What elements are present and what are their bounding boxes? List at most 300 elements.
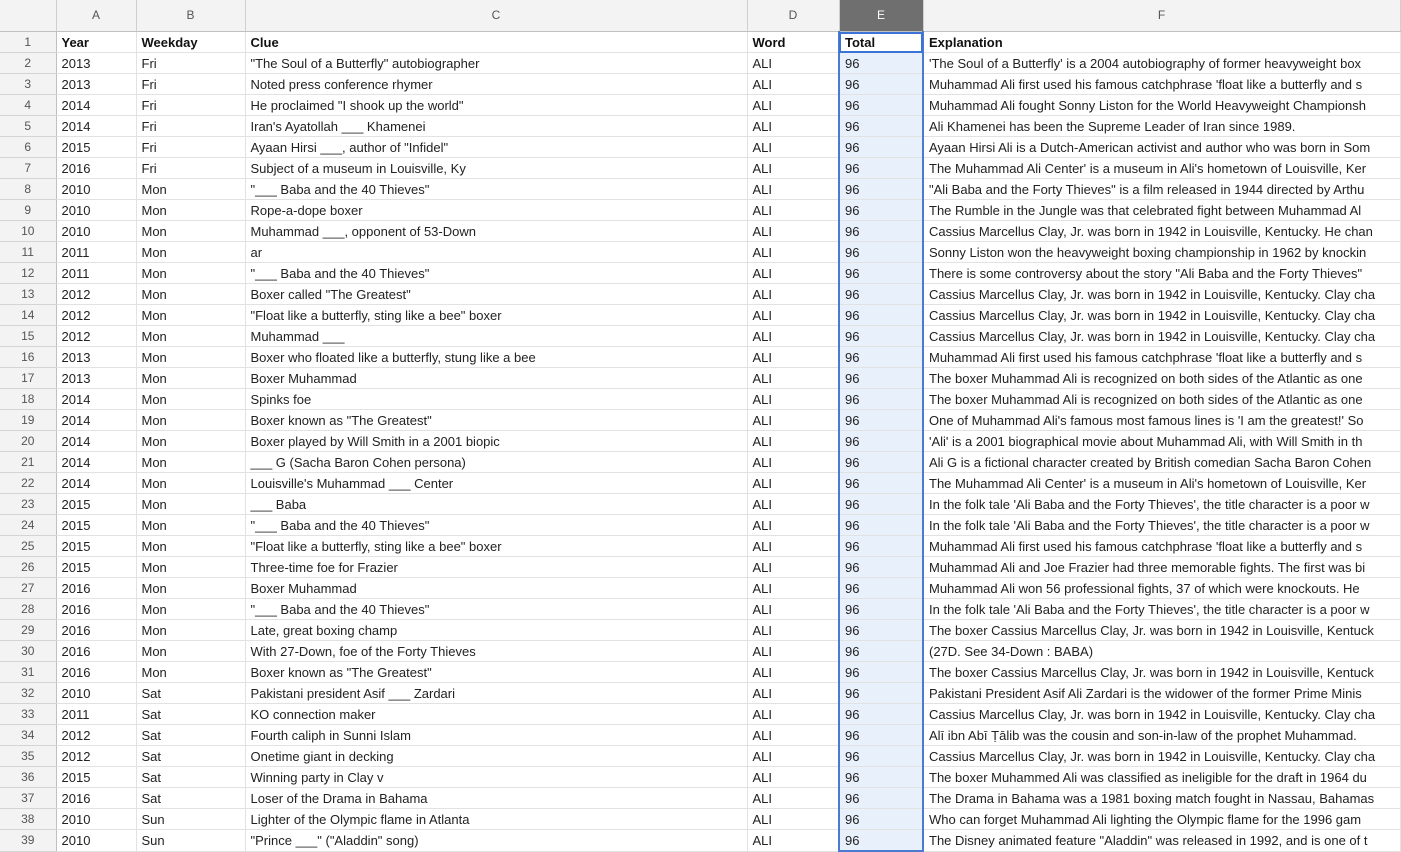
cell-explanation[interactable]: Cassius Marcellus Clay, Jr. was born in 1942 in Louisville, Kentucky. Clay cha — [923, 326, 1400, 347]
cell-clue[interactable]: "___ Baba and the 40 Thieves" — [245, 263, 747, 284]
row-header[interactable]: 10 — [0, 221, 56, 242]
cell-clue[interactable]: "___ Baba and the 40 Thieves" — [245, 599, 747, 620]
table-row — [0, 788, 1400, 809]
cell-word[interactable]: ALI — [747, 620, 839, 641]
cell-total[interactable]: 96 — [839, 368, 923, 389]
cell-total[interactable]: 96 — [839, 767, 923, 788]
row-header[interactable]: 3 — [0, 74, 56, 95]
cell-total[interactable]: 96 — [839, 662, 923, 683]
cell-word[interactable]: ALI — [747, 305, 839, 326]
cell-clue[interactable]: With 27-Down, foe of the Forty Thieves — [245, 641, 747, 662]
cell-weekday[interactable]: Mon — [136, 305, 245, 326]
cell-total[interactable]: 96 — [839, 74, 923, 95]
cell-clue[interactable]: Subject of a museum in Louisville, Ky — [245, 158, 747, 179]
cell-explanation[interactable]: Muhammad Ali won 56 professional fights, 37 of which were knockouts. He — [923, 578, 1400, 599]
cell-weekday[interactable]: Mon — [136, 473, 245, 494]
cell-clue[interactable]: Fourth caliph in Sunni Islam — [245, 725, 747, 746]
cell-word[interactable]: ALI — [747, 473, 839, 494]
row-header[interactable]: 33 — [0, 704, 56, 725]
cell-word[interactable]: ALI — [747, 767, 839, 788]
cell-clue[interactable]: Noted press conference rhymer — [245, 74, 747, 95]
cell-year[interactable]: 2012 — [56, 305, 136, 326]
row-header[interactable]: 2 — [0, 53, 56, 74]
row-header[interactable]: 1 — [0, 32, 56, 53]
table-row — [0, 116, 1400, 137]
cell-total[interactable]: 96 — [839, 389, 923, 410]
cell-weekday[interactable]: Sun — [136, 830, 245, 852]
cell-total[interactable]: 96 — [839, 704, 923, 725]
row-header[interactable]: 36 — [0, 767, 56, 788]
cell-total[interactable]: 96 — [839, 515, 923, 536]
table-row — [0, 683, 1400, 704]
cell-total[interactable]: 96 — [839, 431, 923, 452]
cell-weekday[interactable]: Mon — [136, 557, 245, 578]
cell-year[interactable]: 2014 — [56, 431, 136, 452]
cell-weekday[interactable]: Mon — [136, 410, 245, 431]
row-header[interactable]: 29 — [0, 620, 56, 641]
cell-clue[interactable]: Boxer who floated like a butterfly, stung like a bee — [245, 347, 747, 368]
cell-year[interactable]: 2010 — [56, 179, 136, 200]
cell-explanation[interactable]: The Muhammad Ali Center' is a museum in Ali's hometown of Louisville, Ker — [923, 473, 1400, 494]
cell-total[interactable]: 96 — [839, 641, 923, 662]
cell-total[interactable]: 96 — [839, 95, 923, 116]
cell-explanation[interactable]: Cassius Marcellus Clay, Jr. was born in 1942 in Louisville, Kentucky. Clay cha — [923, 746, 1400, 767]
cell-explanation[interactable]: There is some controversy about the story "Ali Baba and the Forty Thieves" — [923, 263, 1400, 284]
cell-explanation[interactable]: Cassius Marcellus Clay, Jr. was born in 1942 in Louisville, Kentucky. Clay cha — [923, 704, 1400, 725]
cell-word[interactable]: ALI — [747, 137, 839, 158]
cell-weekday[interactable]: Fri — [136, 95, 245, 116]
select-all-corner[interactable] — [0, 0, 56, 32]
table-row — [0, 704, 1400, 725]
cell-year[interactable]: 2010 — [56, 221, 136, 242]
cell-word[interactable]: ALI — [747, 536, 839, 557]
cell-year[interactable]: 2015 — [56, 137, 136, 158]
cell-header-explanation[interactable]: Explanation — [923, 32, 1400, 53]
cell-total[interactable]: 96 — [839, 746, 923, 767]
cell-word[interactable]: ALI — [747, 389, 839, 410]
cell-year[interactable]: 2015 — [56, 494, 136, 515]
cell-total[interactable]: 96 — [839, 326, 923, 347]
row-header[interactable]: 6 — [0, 137, 56, 158]
row-header[interactable]: 38 — [0, 809, 56, 830]
cell-explanation[interactable]: The Disney animated feature "Aladdin" was released in 1992, and is one of t — [923, 830, 1400, 852]
cell-word[interactable]: ALI — [747, 830, 839, 852]
cell-year[interactable]: 2010 — [56, 830, 136, 852]
row-header[interactable]: 23 — [0, 494, 56, 515]
cell-clue[interactable]: Boxer Muhammad — [245, 368, 747, 389]
cell-explanation[interactable]: The boxer Cassius Marcellus Clay, Jr. was born in 1942 in Louisville, Kentuck — [923, 620, 1400, 641]
table-row — [0, 368, 1400, 389]
cell-clue[interactable]: ar — [245, 242, 747, 263]
cell-total[interactable]: 96 — [839, 452, 923, 473]
cell-word[interactable]: ALI — [747, 284, 839, 305]
cell-clue[interactable]: Boxer Muhammad — [245, 578, 747, 599]
row-header[interactable]: 22 — [0, 473, 56, 494]
cell-weekday[interactable]: Mon — [136, 494, 245, 515]
cell-clue[interactable]: "___ Baba and the 40 Thieves" — [245, 179, 747, 200]
cell-weekday[interactable]: Mon — [136, 641, 245, 662]
cell-header-word[interactable]: Word — [747, 32, 839, 53]
cell-clue[interactable]: Muhammad ___, opponent of 53-Down — [245, 221, 747, 242]
cell-year[interactable]: 2012 — [56, 746, 136, 767]
cell-weekday[interactable]: Sat — [136, 767, 245, 788]
cell-weekday[interactable]: Fri — [136, 116, 245, 137]
cell-weekday[interactable]: Mon — [136, 536, 245, 557]
cell-year[interactable]: 2016 — [56, 578, 136, 599]
cell-explanation[interactable]: The boxer Muhammed Ali was classified as ineligible for the draft in 1964 du — [923, 767, 1400, 788]
column-header-row — [0, 0, 1400, 32]
column-header-b[interactable]: B — [136, 0, 245, 32]
cell-weekday[interactable]: Sat — [136, 788, 245, 809]
cell-word[interactable]: ALI — [747, 452, 839, 473]
cell-clue[interactable]: Boxer known as "The Greatest" — [245, 410, 747, 431]
cell-word[interactable]: ALI — [747, 158, 839, 179]
cell-explanation[interactable]: The boxer Cassius Marcellus Clay, Jr. was born in 1942 in Louisville, Kentuck — [923, 662, 1400, 683]
cell-clue[interactable]: Boxer called "The Greatest" — [245, 284, 747, 305]
cell-year[interactable]: 2011 — [56, 242, 136, 263]
cell-total[interactable]: 96 — [839, 683, 923, 704]
cell-explanation[interactable]: "Ali Baba and the Forty Thieves" is a film released in 1944 directed by Arthu — [923, 179, 1400, 200]
cell-total[interactable]: 96 — [839, 557, 923, 578]
cell-total[interactable]: 96 — [839, 578, 923, 599]
column-header-e[interactable]: E — [839, 0, 923, 32]
cell-year[interactable]: 2016 — [56, 620, 136, 641]
cell-clue[interactable]: Muhammad ___ — [245, 326, 747, 347]
cell-total[interactable]: 96 — [839, 284, 923, 305]
cell-total[interactable]: 96 — [839, 809, 923, 830]
cell-word[interactable]: ALI — [747, 494, 839, 515]
cell-word[interactable]: ALI — [747, 683, 839, 704]
row-header[interactable]: 26 — [0, 557, 56, 578]
cell-weekday[interactable]: Mon — [136, 389, 245, 410]
cell-year[interactable]: 2015 — [56, 536, 136, 557]
row-header[interactable]: 39 — [0, 830, 56, 852]
cell-explanation[interactable]: In the folk tale 'Ali Baba and the Forty Thieves', the title character is a poor w — [923, 494, 1400, 515]
row-header[interactable]: 5 — [0, 116, 56, 137]
cell-weekday[interactable]: Mon — [136, 221, 245, 242]
row-header[interactable]: 28 — [0, 599, 56, 620]
cell-total[interactable]: 96 — [839, 221, 923, 242]
cell-year[interactable]: 2016 — [56, 788, 136, 809]
row-header[interactable]: 24 — [0, 515, 56, 536]
cell-weekday[interactable]: Mon — [136, 431, 245, 452]
cell-explanation[interactable]: (27D. See 34-Down : BABA) — [923, 641, 1400, 662]
column-header-a[interactable]: A — [56, 0, 136, 32]
cell-total[interactable]: 96 — [839, 347, 923, 368]
cell-clue[interactable]: Boxer known as "The Greatest" — [245, 662, 747, 683]
cell-year[interactable]: 2016 — [56, 599, 136, 620]
table-row — [0, 221, 1400, 242]
cell-weekday[interactable]: Sat — [136, 704, 245, 725]
cell-clue[interactable]: Spinks foe — [245, 389, 747, 410]
cell-year[interactable]: 2012 — [56, 326, 136, 347]
cell-explanation[interactable]: Who can forget Muhammad Ali lighting the Olympic flame for the 1996 gam — [923, 809, 1400, 830]
cell-year[interactable]: 2010 — [56, 809, 136, 830]
cell-year[interactable]: 2015 — [56, 557, 136, 578]
cell-total[interactable]: 96 — [839, 788, 923, 809]
cell-word[interactable]: ALI — [747, 704, 839, 725]
row-header[interactable]: 27 — [0, 578, 56, 599]
cell-weekday[interactable]: Fri — [136, 158, 245, 179]
column-header-d[interactable]: D — [747, 0, 839, 32]
cell-weekday[interactable]: Mon — [136, 368, 245, 389]
row-header[interactable]: 32 — [0, 683, 56, 704]
cell-explanation[interactable]: The Drama in Bahama was a 1981 boxing match fought in Nassau, Bahamas — [923, 788, 1400, 809]
cell-clue[interactable]: Boxer played by Will Smith in a 2001 biopic — [245, 431, 747, 452]
cell-explanation[interactable]: Cassius Marcellus Clay, Jr. was born in 1942 in Louisville, Kentucky. Clay cha — [923, 305, 1400, 326]
cell-total[interactable]: 96 — [839, 494, 923, 515]
cell-explanation[interactable]: In the folk tale 'Ali Baba and the Forty Thieves', the title character is a poor w — [923, 515, 1400, 536]
cell-clue[interactable]: Ayaan Hirsi ___, author of "Infidel" — [245, 137, 747, 158]
table-row — [0, 53, 1400, 74]
cell-weekday[interactable]: Mon — [136, 326, 245, 347]
cell-year[interactable]: 2013 — [56, 53, 136, 74]
cell-explanation[interactable]: 'Ali' is a 2001 biographical movie about Muhammad Ali, with Will Smith in th — [923, 431, 1400, 452]
row-header[interactable]: 25 — [0, 536, 56, 557]
cell-total[interactable]: 96 — [839, 242, 923, 263]
cell-explanation[interactable]: Ali Khamenei has been the Supreme Leader of Iran since 1989. — [923, 116, 1400, 137]
row-header[interactable]: 30 — [0, 641, 56, 662]
table-row — [0, 95, 1400, 116]
cell-year[interactable]: 2011 — [56, 263, 136, 284]
cell-explanation[interactable]: Cassius Marcellus Clay, Jr. was born in 1942 in Louisville, Kentucky. He chan — [923, 221, 1400, 242]
cell-total[interactable]: 96 — [839, 725, 923, 746]
cell-clue[interactable]: Lighter of the Olympic flame in Atlanta — [245, 809, 747, 830]
cell-year[interactable]: 2010 — [56, 200, 136, 221]
table-row — [0, 830, 1400, 852]
row-header[interactable]: 18 — [0, 389, 56, 410]
cell-clue[interactable]: Onetime giant in decking — [245, 746, 747, 767]
row-header[interactable]: 12 — [0, 263, 56, 284]
table-row — [0, 179, 1400, 200]
cell-word[interactable]: ALI — [747, 725, 839, 746]
cell-weekday[interactable]: Fri — [136, 53, 245, 74]
cell-clue[interactable]: Iran's Ayatollah ___ Khamenei — [245, 116, 747, 137]
cell-explanation[interactable]: In the folk tale 'Ali Baba and the Forty Thieves', the title character is a poor w — [923, 599, 1400, 620]
cell-word[interactable]: ALI — [747, 746, 839, 767]
cell-explanation[interactable]: The Rumble in the Jungle was that celebrated fight between Muhammad Al — [923, 200, 1400, 221]
cell-word[interactable]: ALI — [747, 809, 839, 830]
cell-weekday[interactable]: Mon — [136, 515, 245, 536]
row-header[interactable]: 11 — [0, 242, 56, 263]
cell-year[interactable]: 2013 — [56, 74, 136, 95]
cell-explanation[interactable]: Alī ibn Abī Ṭālib was the cousin and son-in-law of the prophet Muhammad. — [923, 725, 1400, 746]
cell-year[interactable]: 2015 — [56, 767, 136, 788]
cell-explanation[interactable]: Ayaan Hirsi Ali is a Dutch-American activist and author who was born in Som — [923, 137, 1400, 158]
cell-word[interactable]: ALI — [747, 578, 839, 599]
row-header[interactable]: 35 — [0, 746, 56, 767]
cell-weekday[interactable]: Sun — [136, 809, 245, 830]
row-header[interactable]: 8 — [0, 179, 56, 200]
row-header[interactable]: 16 — [0, 347, 56, 368]
cell-clue[interactable]: "Float like a butterfly, sting like a bee" boxer — [245, 536, 747, 557]
cell-year[interactable]: 2014 — [56, 452, 136, 473]
cell-total[interactable]: 96 — [839, 473, 923, 494]
cell-clue[interactable]: Winning party in Clay v — [245, 767, 747, 788]
cell-word[interactable]: ALI — [747, 641, 839, 662]
cell-weekday[interactable]: Mon — [136, 662, 245, 683]
cell-explanation[interactable]: Muhammad Ali first used his famous catchphrase 'float like a butterfly and s — [923, 536, 1400, 557]
cell-word[interactable]: ALI — [747, 410, 839, 431]
cell-clue[interactable]: KO connection maker — [245, 704, 747, 725]
cell-weekday[interactable]: Mon — [136, 263, 245, 284]
cell-header-year[interactable]: Year — [56, 32, 136, 53]
cell-year[interactable]: 2014 — [56, 473, 136, 494]
cell-word[interactable]: ALI — [747, 263, 839, 284]
cell-explanation[interactable]: Muhammad Ali and Joe Frazier had three memorable fights. The first was bi — [923, 557, 1400, 578]
cell-word[interactable]: ALI — [747, 368, 839, 389]
table-row — [0, 473, 1400, 494]
cell-header-clue[interactable]: Clue — [245, 32, 747, 53]
row-header[interactable]: 17 — [0, 368, 56, 389]
row-header[interactable]: 37 — [0, 788, 56, 809]
cell-word[interactable]: ALI — [747, 242, 839, 263]
cell-explanation[interactable]: The boxer Muhammad Ali is recognized on both sides of the Atlantic as one — [923, 389, 1400, 410]
cell-clue[interactable]: ___ Baba — [245, 494, 747, 515]
cell-word[interactable]: ALI — [747, 431, 839, 452]
cell-explanation[interactable]: Muhammad Ali first used his famous catchphrase 'float like a butterfly and s — [923, 347, 1400, 368]
cell-total[interactable]: 96 — [839, 158, 923, 179]
row-header[interactable]: 14 — [0, 305, 56, 326]
cell-word[interactable]: ALI — [747, 179, 839, 200]
cell-word[interactable]: ALI — [747, 788, 839, 809]
cell-word[interactable]: ALI — [747, 200, 839, 221]
cell-explanation[interactable]: The boxer Muhammad Ali is recognized on both sides of the Atlantic as one — [923, 368, 1400, 389]
cell-clue[interactable]: Loser of the Drama in Bahama — [245, 788, 747, 809]
cell-total[interactable]: 96 — [839, 179, 923, 200]
cell-explanation[interactable]: The Muhammad Ali Center' is a museum in Ali's hometown of Louisville, Ker — [923, 158, 1400, 179]
cell-word[interactable]: ALI — [747, 515, 839, 536]
cell-explanation[interactable]: 'The Soul of a Butterfly' is a 2004 autobiography of former heavyweight box — [923, 53, 1400, 74]
cell-total[interactable]: 96 — [839, 536, 923, 557]
cell-clue[interactable]: "The Soul of a Butterfly" autobiographer — [245, 53, 747, 74]
cell-total[interactable]: 96 — [839, 200, 923, 221]
cell-weekday[interactable]: Fri — [136, 74, 245, 95]
cell-weekday[interactable]: Sat — [136, 683, 245, 704]
cell-weekday[interactable]: Sat — [136, 746, 245, 767]
cell-explanation[interactable]: One of Muhammad Ali's famous most famous lines is 'I am the greatest!' So — [923, 410, 1400, 431]
cell-year[interactable]: 2016 — [56, 641, 136, 662]
table-row — [0, 326, 1400, 347]
cell-year[interactable]: 2013 — [56, 368, 136, 389]
table-row — [0, 599, 1400, 620]
cell-year[interactable]: 2014 — [56, 389, 136, 410]
cell-word[interactable]: ALI — [747, 221, 839, 242]
cell-weekday[interactable]: Mon — [136, 200, 245, 221]
cell-explanation[interactable]: Sonny Liston won the heavyweight boxing championship in 1962 by knockin — [923, 242, 1400, 263]
cell-word[interactable]: ALI — [747, 557, 839, 578]
column-header-c[interactable]: C — [245, 0, 747, 32]
cell-weekday[interactable]: Sat — [136, 725, 245, 746]
row-header[interactable]: 21 — [0, 452, 56, 473]
column-header-f[interactable]: F — [923, 0, 1400, 32]
cell-word[interactable]: ALI — [747, 74, 839, 95]
row-header[interactable]: 20 — [0, 431, 56, 452]
row-header[interactable]: 4 — [0, 95, 56, 116]
cell-header-weekday[interactable]: Weekday — [136, 32, 245, 53]
cell-word[interactable]: ALI — [747, 347, 839, 368]
cell-year[interactable]: 2012 — [56, 284, 136, 305]
cell-explanation[interactable]: Pakistani President Asif Ali Zardari is the widower of the former Prime Minis — [923, 683, 1400, 704]
cell-clue[interactable]: He proclaimed "I shook up the world" — [245, 95, 747, 116]
cell-clue[interactable]: "___ Baba and the 40 Thieves" — [245, 515, 747, 536]
cell-weekday[interactable]: Mon — [136, 578, 245, 599]
row-header[interactable]: 7 — [0, 158, 56, 179]
cell-weekday[interactable]: Mon — [136, 242, 245, 263]
cell-clue[interactable]: "Prince ___" ("Aladdin" song) — [245, 830, 747, 852]
cell-word[interactable]: ALI — [747, 95, 839, 116]
cell-total[interactable]: 96 — [839, 53, 923, 74]
cell-year[interactable]: 2016 — [56, 158, 136, 179]
cell-total[interactable]: 96 — [839, 137, 923, 158]
cell-year[interactable]: 2013 — [56, 347, 136, 368]
table-row — [0, 305, 1400, 326]
row-header[interactable]: 13 — [0, 284, 56, 305]
cell-word[interactable]: ALI — [747, 662, 839, 683]
cell-explanation[interactable]: Ali G is a fictional character created by British comedian Sacha Baron Cohen — [923, 452, 1400, 473]
cell-year[interactable]: 2011 — [56, 704, 136, 725]
table-row — [0, 389, 1400, 410]
cell-clue[interactable]: Louisville's Muhammad ___ Center — [245, 473, 747, 494]
cell-weekday[interactable]: Mon — [136, 347, 245, 368]
cell-word[interactable]: ALI — [747, 116, 839, 137]
cell-total[interactable]: 96 — [839, 116, 923, 137]
cell-word[interactable]: ALI — [747, 599, 839, 620]
cell-word[interactable]: ALI — [747, 53, 839, 74]
cell-year[interactable]: 2010 — [56, 683, 136, 704]
cell-year[interactable]: 2014 — [56, 95, 136, 116]
cell-year[interactable]: 2016 — [56, 662, 136, 683]
cell-clue[interactable]: ___ G (Sacha Baron Cohen persona) — [245, 452, 747, 473]
cell-total[interactable]: 96 — [839, 305, 923, 326]
cell-explanation[interactable]: Cassius Marcellus Clay, Jr. was born in 1942 in Louisville, Kentucky. Clay cha — [923, 284, 1400, 305]
cell-weekday[interactable]: Mon — [136, 620, 245, 641]
cell-year[interactable]: 2012 — [56, 725, 136, 746]
cell-year[interactable]: 2014 — [56, 116, 136, 137]
cell-clue[interactable]: Rope-a-dope boxer — [245, 200, 747, 221]
cell-weekday[interactable]: Mon — [136, 452, 245, 473]
cell-clue[interactable]: Late, great boxing champ — [245, 620, 747, 641]
cell-total[interactable]: 96 — [839, 599, 923, 620]
cell-word[interactable]: ALI — [747, 326, 839, 347]
table-row — [0, 263, 1400, 284]
cell-total[interactable]: 96 — [839, 263, 923, 284]
cell-explanation[interactable]: Muhammad Ali first used his famous catchphrase 'float like a butterfly and s — [923, 74, 1400, 95]
table-row — [0, 158, 1400, 179]
cell-total[interactable]: 96 — [839, 620, 923, 641]
row-header[interactable]: 19 — [0, 410, 56, 431]
cell-clue[interactable]: Pakistani president Asif ___ Zardari — [245, 683, 747, 704]
cell-clue[interactable]: Three-time foe for Frazier — [245, 557, 747, 578]
cell-weekday[interactable]: Mon — [136, 179, 245, 200]
cell-explanation[interactable]: Muhammad Ali fought Sonny Liston for the World Heavyweight Championsh — [923, 95, 1400, 116]
row-header[interactable]: 31 — [0, 662, 56, 683]
cell-weekday[interactable]: Mon — [136, 599, 245, 620]
cell-year[interactable]: 2015 — [56, 515, 136, 536]
active-cell-total[interactable]: Total — [839, 32, 923, 53]
cell-total[interactable]: 96 — [839, 830, 923, 852]
cell-year[interactable]: 2014 — [56, 410, 136, 431]
row-header[interactable]: 9 — [0, 200, 56, 221]
cell-clue[interactable]: "Float like a butterfly, sting like a bee" boxer — [245, 305, 747, 326]
cell-weekday[interactable]: Fri — [136, 137, 245, 158]
table-row — [0, 494, 1400, 515]
row-header[interactable]: 34 — [0, 725, 56, 746]
cell-total[interactable]: 96 — [839, 410, 923, 431]
table-row — [0, 137, 1400, 158]
row-header[interactable]: 15 — [0, 326, 56, 347]
cell-weekday[interactable]: Mon — [136, 284, 245, 305]
